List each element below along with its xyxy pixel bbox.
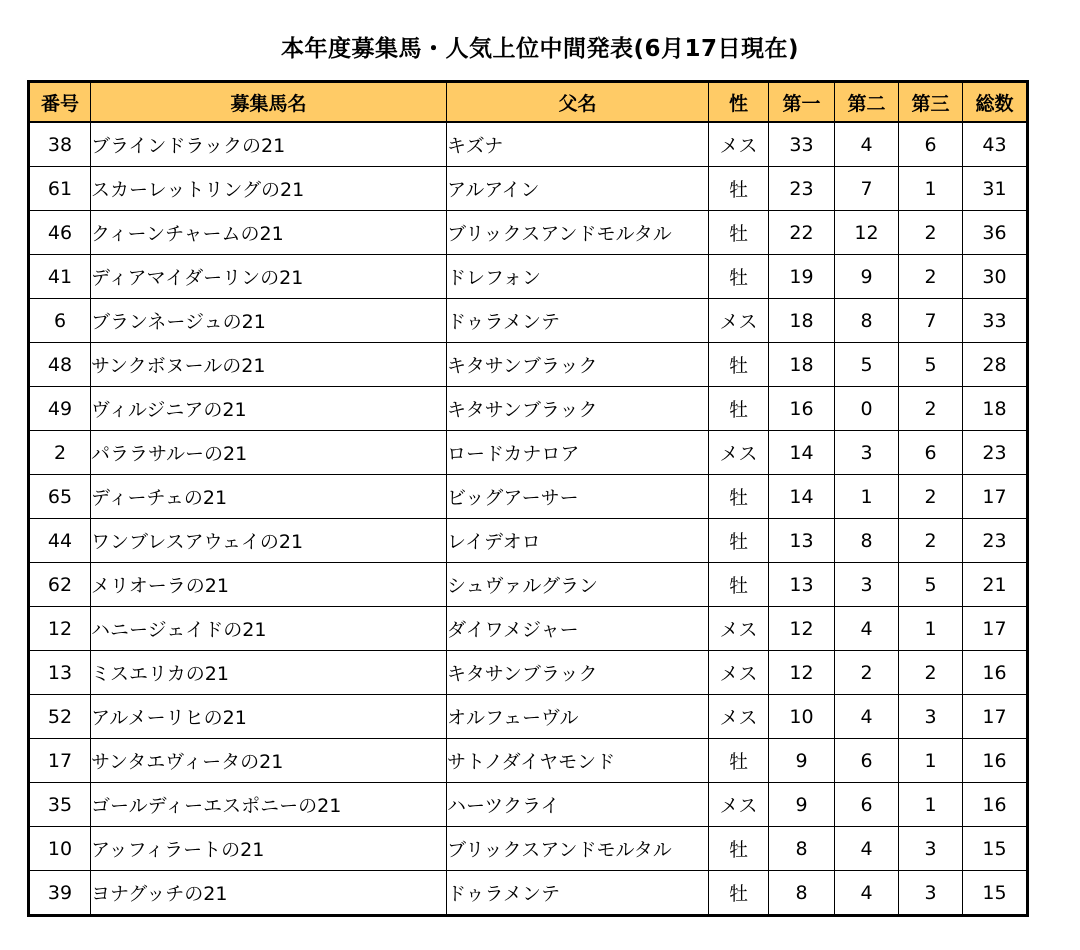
cell-number: 62: [29, 563, 91, 607]
cell-first: 9: [769, 783, 835, 827]
cell-sire: レイデオロ: [447, 519, 709, 563]
cell-third: 5: [899, 563, 963, 607]
cell-second: 7: [835, 167, 899, 211]
cell-second: 6: [835, 783, 899, 827]
cell-second: 0: [835, 387, 899, 431]
cell-sex: メス: [709, 651, 769, 695]
cell-number: 44: [29, 519, 91, 563]
cell-number: 46: [29, 211, 91, 255]
table-row: [29, 299, 1028, 343]
table-row: [29, 651, 1028, 695]
cell-sex: 牡: [709, 871, 769, 916]
table-row: [29, 871, 1028, 916]
cell-first: 22: [769, 211, 835, 255]
cell-horse-name: サンタエヴィータの21: [91, 739, 447, 783]
cell-sex: 牡: [709, 475, 769, 519]
cell-sire: ドゥラメンテ: [447, 871, 709, 916]
cell-number: 2: [29, 431, 91, 475]
cell-total: 16: [963, 651, 1028, 695]
cell-number: 48: [29, 343, 91, 387]
cell-sex: 牡: [709, 739, 769, 783]
cell-second: 6: [835, 739, 899, 783]
cell-total: 23: [963, 431, 1028, 475]
cell-total: 36: [963, 211, 1028, 255]
cell-second: 4: [835, 122, 899, 167]
cell-horse-name: ゴールディーエスポニーの21: [91, 783, 447, 827]
cell-total: 17: [963, 475, 1028, 519]
cell-second: 4: [835, 695, 899, 739]
cell-number: 10: [29, 827, 91, 871]
cell-first: 13: [769, 563, 835, 607]
cell-horse-name: クィーンチャームの21: [91, 211, 447, 255]
cell-first: 9: [769, 739, 835, 783]
cell-number: 61: [29, 167, 91, 211]
cell-sex: 牡: [709, 167, 769, 211]
cell-first: 8: [769, 871, 835, 916]
cell-number: 12: [29, 607, 91, 651]
table-row: [29, 343, 1028, 387]
cell-horse-name: ワンブレスアウェイの21: [91, 519, 447, 563]
cell-third: 6: [899, 431, 963, 475]
cell-third: 7: [899, 299, 963, 343]
header-number: 番号: [29, 82, 91, 123]
cell-sex: メス: [709, 299, 769, 343]
cell-second: 4: [835, 827, 899, 871]
cell-second: 2: [835, 651, 899, 695]
cell-second: 12: [835, 211, 899, 255]
cell-sire: ブリックスアンドモルタル: [447, 827, 709, 871]
cell-number: 65: [29, 475, 91, 519]
cell-horse-name: ミスエリカの21: [91, 651, 447, 695]
cell-second: 4: [835, 871, 899, 916]
cell-sex: 牡: [709, 387, 769, 431]
cell-horse-name: ハニージェイドの21: [91, 607, 447, 651]
table-row: [29, 167, 1028, 211]
cell-total: 16: [963, 783, 1028, 827]
cell-total: 18: [963, 387, 1028, 431]
page-title: 本年度募集馬・人気上位中間発表(6月17日現在): [280, 36, 800, 62]
cell-horse-name: ブラインドラックの21: [91, 122, 447, 167]
cell-number: 17: [29, 739, 91, 783]
cell-total: 17: [963, 607, 1028, 651]
table-row: [29, 695, 1028, 739]
cell-third: 6: [899, 122, 963, 167]
cell-sire: キタサンブラック: [447, 387, 709, 431]
cell-sire: ハーツクライ: [447, 783, 709, 827]
cell-sire: キタサンブラック: [447, 343, 709, 387]
cell-number: 38: [29, 122, 91, 167]
cell-second: 1: [835, 475, 899, 519]
cell-sire: ダイワメジャー: [447, 607, 709, 651]
cell-third: 2: [899, 651, 963, 695]
cell-total: 16: [963, 739, 1028, 783]
cell-second: 5: [835, 343, 899, 387]
cell-horse-name: ディアマイダーリンの21: [91, 255, 447, 299]
cell-horse-name: ヨナグッチの21: [91, 871, 447, 916]
cell-total: 15: [963, 827, 1028, 871]
header-second: 第二: [835, 82, 899, 123]
cell-first: 18: [769, 299, 835, 343]
cell-number: 49: [29, 387, 91, 431]
cell-sex: 牡: [709, 343, 769, 387]
cell-sire: ドレフォン: [447, 255, 709, 299]
cell-third: 2: [899, 387, 963, 431]
cell-number: 35: [29, 783, 91, 827]
header-sex: 性: [709, 82, 769, 123]
cell-sire: ドゥラメンテ: [447, 299, 709, 343]
cell-first: 14: [769, 475, 835, 519]
header-total: 総数: [963, 82, 1028, 123]
cell-horse-name: アッフィラートの21: [91, 827, 447, 871]
table-row: [29, 739, 1028, 783]
cell-number: 13: [29, 651, 91, 695]
cell-third: 3: [899, 695, 963, 739]
cell-total: 33: [963, 299, 1028, 343]
cell-first: 19: [769, 255, 835, 299]
table-row: [29, 519, 1028, 563]
cell-sire: シュヴァルグラン: [447, 563, 709, 607]
table-header-row: [29, 82, 1028, 123]
cell-second: 8: [835, 299, 899, 343]
cell-first: 13: [769, 519, 835, 563]
cell-sire: ロードカナロア: [447, 431, 709, 475]
cell-third: 3: [899, 871, 963, 916]
cell-total: 28: [963, 343, 1028, 387]
cell-horse-name: パララサルーの21: [91, 431, 447, 475]
table-row: [29, 431, 1028, 475]
cell-sex: メス: [709, 122, 769, 167]
table-row: [29, 255, 1028, 299]
cell-second: 8: [835, 519, 899, 563]
cell-first: 16: [769, 387, 835, 431]
cell-third: 2: [899, 255, 963, 299]
table-row: [29, 563, 1028, 607]
cell-sex: 牡: [709, 827, 769, 871]
header-sire: 父名: [447, 82, 709, 123]
header-horse-name: 募集馬名: [91, 82, 447, 123]
cell-horse-name: スカーレットリングの21: [91, 167, 447, 211]
cell-sex: メス: [709, 695, 769, 739]
cell-total: 31: [963, 167, 1028, 211]
cell-sex: メス: [709, 607, 769, 651]
cell-sex: 牡: [709, 563, 769, 607]
cell-third: 3: [899, 827, 963, 871]
cell-total: 30: [963, 255, 1028, 299]
cell-total: 23: [963, 519, 1028, 563]
cell-sire: サトノダイヤモンド: [447, 739, 709, 783]
cell-sire: ブリックスアンドモルタル: [447, 211, 709, 255]
cell-total: 15: [963, 871, 1028, 916]
cell-sire: キズナ: [447, 122, 709, 167]
cell-first: 8: [769, 827, 835, 871]
table-row: [29, 827, 1028, 871]
cell-total: 17: [963, 695, 1028, 739]
cell-sex: 牡: [709, 255, 769, 299]
cell-third: 2: [899, 211, 963, 255]
cell-third: 5: [899, 343, 963, 387]
cell-third: 2: [899, 519, 963, 563]
cell-sire: オルフェーヴル: [447, 695, 709, 739]
cell-horse-name: サンクボヌールの21: [91, 343, 447, 387]
cell-second: 3: [835, 563, 899, 607]
table-row: [29, 607, 1028, 651]
cell-sex: 牡: [709, 211, 769, 255]
cell-first: 12: [769, 651, 835, 695]
cell-first: 33: [769, 122, 835, 167]
header-first: 第一: [769, 82, 835, 123]
cell-horse-name: ブランネージュの21: [91, 299, 447, 343]
cell-sire: アルアイン: [447, 167, 709, 211]
cell-third: 1: [899, 607, 963, 651]
cell-horse-name: アルメーリヒの21: [91, 695, 447, 739]
cell-number: 52: [29, 695, 91, 739]
cell-second: 4: [835, 607, 899, 651]
cell-second: 9: [835, 255, 899, 299]
cell-first: 14: [769, 431, 835, 475]
cell-sex: メス: [709, 431, 769, 475]
cell-second: 3: [835, 431, 899, 475]
cell-horse-name: メリオーラの21: [91, 563, 447, 607]
cell-horse-name: ディーチェの21: [91, 475, 447, 519]
ranking-table: [27, 80, 1029, 917]
cell-number: 41: [29, 255, 91, 299]
table-row: [29, 211, 1028, 255]
cell-total: 21: [963, 563, 1028, 607]
cell-third: 2: [899, 475, 963, 519]
cell-sire: ビッグアーサー: [447, 475, 709, 519]
cell-third: 1: [899, 783, 963, 827]
cell-sex: 牡: [709, 519, 769, 563]
table-row: [29, 475, 1028, 519]
cell-first: 18: [769, 343, 835, 387]
cell-number: 39: [29, 871, 91, 916]
table-row: [29, 387, 1028, 431]
table-row: [29, 783, 1028, 827]
cell-first: 12: [769, 607, 835, 651]
header-third: 第三: [899, 82, 963, 123]
cell-sex: メス: [709, 783, 769, 827]
cell-sire: キタサンブラック: [447, 651, 709, 695]
table-row: [29, 122, 1028, 167]
cell-first: 23: [769, 167, 835, 211]
cell-total: 43: [963, 122, 1028, 167]
cell-third: 1: [899, 739, 963, 783]
cell-horse-name: ヴィルジニアの21: [91, 387, 447, 431]
cell-first: 10: [769, 695, 835, 739]
cell-third: 1: [899, 167, 963, 211]
cell-number: 6: [29, 299, 91, 343]
